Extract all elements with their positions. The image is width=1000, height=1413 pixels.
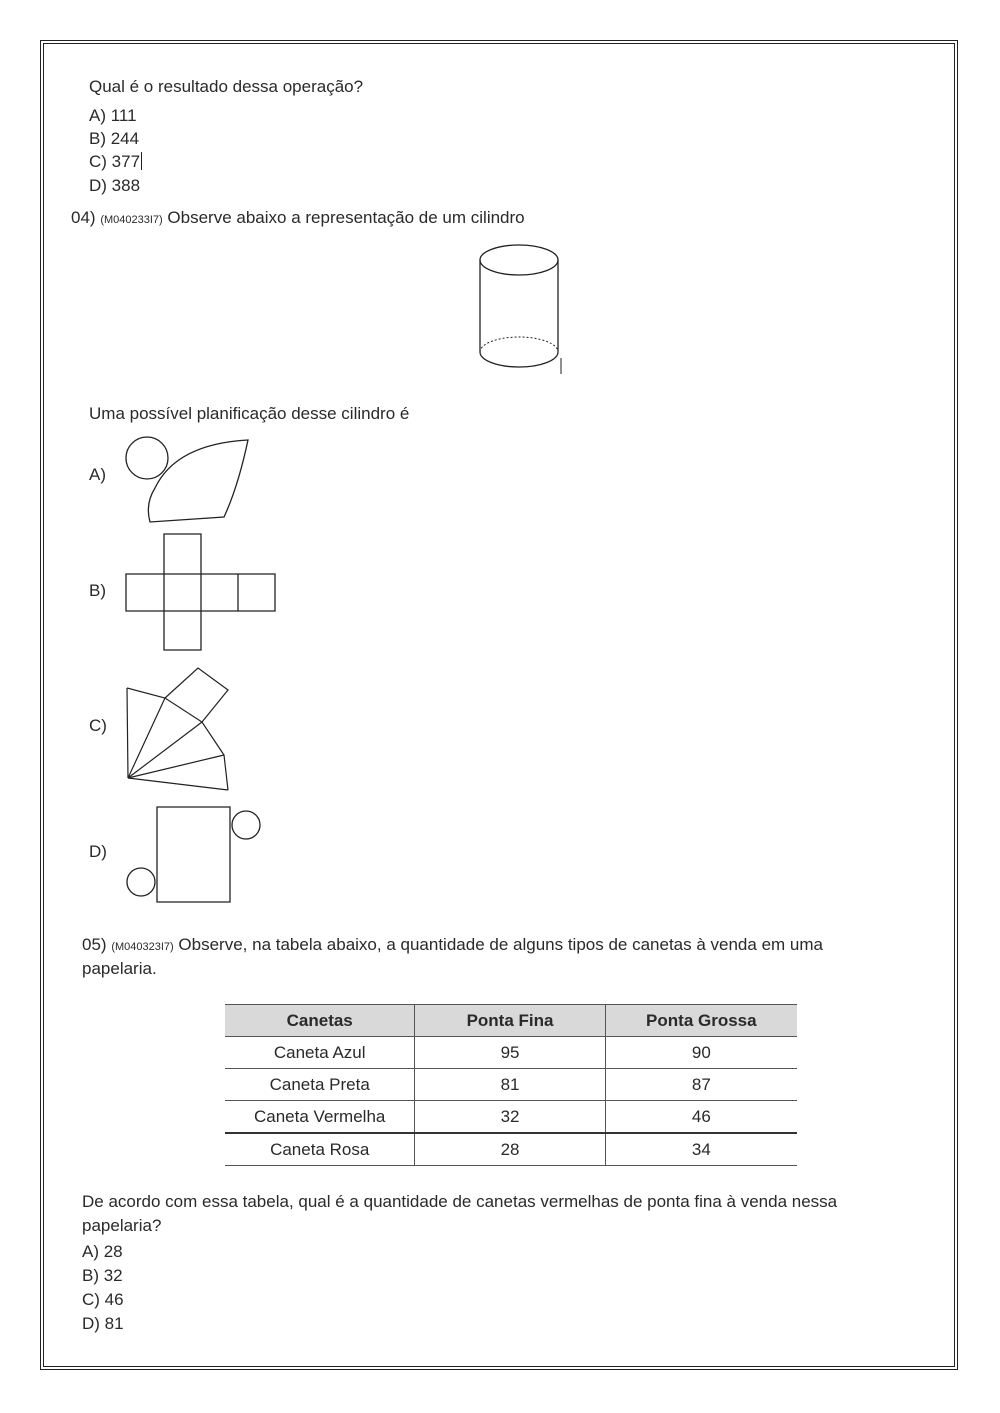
table-cell: 34 (605, 1133, 797, 1166)
q3-option-c: C) 377 (89, 152, 141, 171)
q3-option-a: A) 111 (89, 106, 137, 125)
q4-option-b-label: B) (89, 581, 106, 600)
q5-question-line1: De acordo com essa tabela, qual é a quantidade de canetas vermelhas de ponta fina à venda nessa (82, 1192, 838, 1211)
net-option-c-pyramid (120, 660, 240, 795)
q5-statement-line2: papelaria. (82, 959, 157, 978)
q5-heading (82, 935, 823, 957)
table-cell: 81 (415, 1069, 605, 1101)
cylinder-figure (470, 240, 570, 380)
q3-option-c-wrap (89, 152, 142, 172)
q3-option-d: D) 388 (89, 176, 141, 195)
table-row (225, 1069, 797, 1101)
table-row (225, 1101, 797, 1134)
net-option-d-rectangle-circles (120, 805, 265, 905)
table-cell: Caneta Azul (225, 1037, 415, 1069)
table-header-row (225, 1005, 797, 1037)
pens-table (225, 1004, 797, 1166)
q4-code: (M040233I7) (100, 214, 163, 226)
header-canetas: Canetas (225, 1005, 415, 1037)
q4-prompt: Uma possível planificação desse cilindro é (89, 404, 410, 423)
table-cell: 87 (605, 1069, 797, 1101)
q4-heading (71, 208, 525, 230)
q4-option-d-label: D) (89, 842, 107, 861)
table-row (225, 1037, 797, 1069)
q5-code: (M040323I7) (111, 941, 174, 953)
header-ponta-grossa: Ponta Grossa (605, 1005, 797, 1037)
table-cell: 32 (415, 1101, 605, 1134)
table-cell: Caneta Rosa (225, 1133, 415, 1166)
q5-question-line2: papelaria? (82, 1216, 162, 1235)
q5-statement-line1: Observe, na tabela abaixo, a quantidade de alguns tipos de canetas à venda em uma (178, 935, 823, 954)
table-cell: Caneta Vermelha (225, 1101, 415, 1134)
q4-statement: Observe abaixo a representação de um cilindro (167, 208, 525, 227)
q5-number: 05) (82, 935, 107, 954)
q5-option-d: D) 81 (82, 1314, 124, 1333)
table-cell: 90 (605, 1037, 797, 1069)
q4-option-c-label: C) (89, 716, 107, 735)
net-option-a-sector-circle (120, 432, 260, 527)
text-cursor (141, 152, 142, 170)
header-ponta-fina: Ponta Fina (415, 1005, 605, 1037)
net-option-b-cube (125, 533, 277, 651)
table-cell: 46 (605, 1101, 797, 1134)
table-cell: Caneta Preta (225, 1069, 415, 1101)
q4-number: 04) (71, 208, 96, 227)
q4-option-a-label: A) (89, 465, 106, 484)
q5-option-a: A) 28 (82, 1242, 123, 1261)
q3-option-b: B) 244 (89, 129, 140, 148)
q3-question: Qual é o resultado dessa operação? (89, 77, 364, 96)
table-row (225, 1133, 797, 1166)
table-cell: 28 (415, 1133, 605, 1166)
q5-option-b: B) 32 (82, 1266, 123, 1285)
q5-option-c: C) 46 (82, 1290, 124, 1309)
table-cell: 95 (415, 1037, 605, 1069)
